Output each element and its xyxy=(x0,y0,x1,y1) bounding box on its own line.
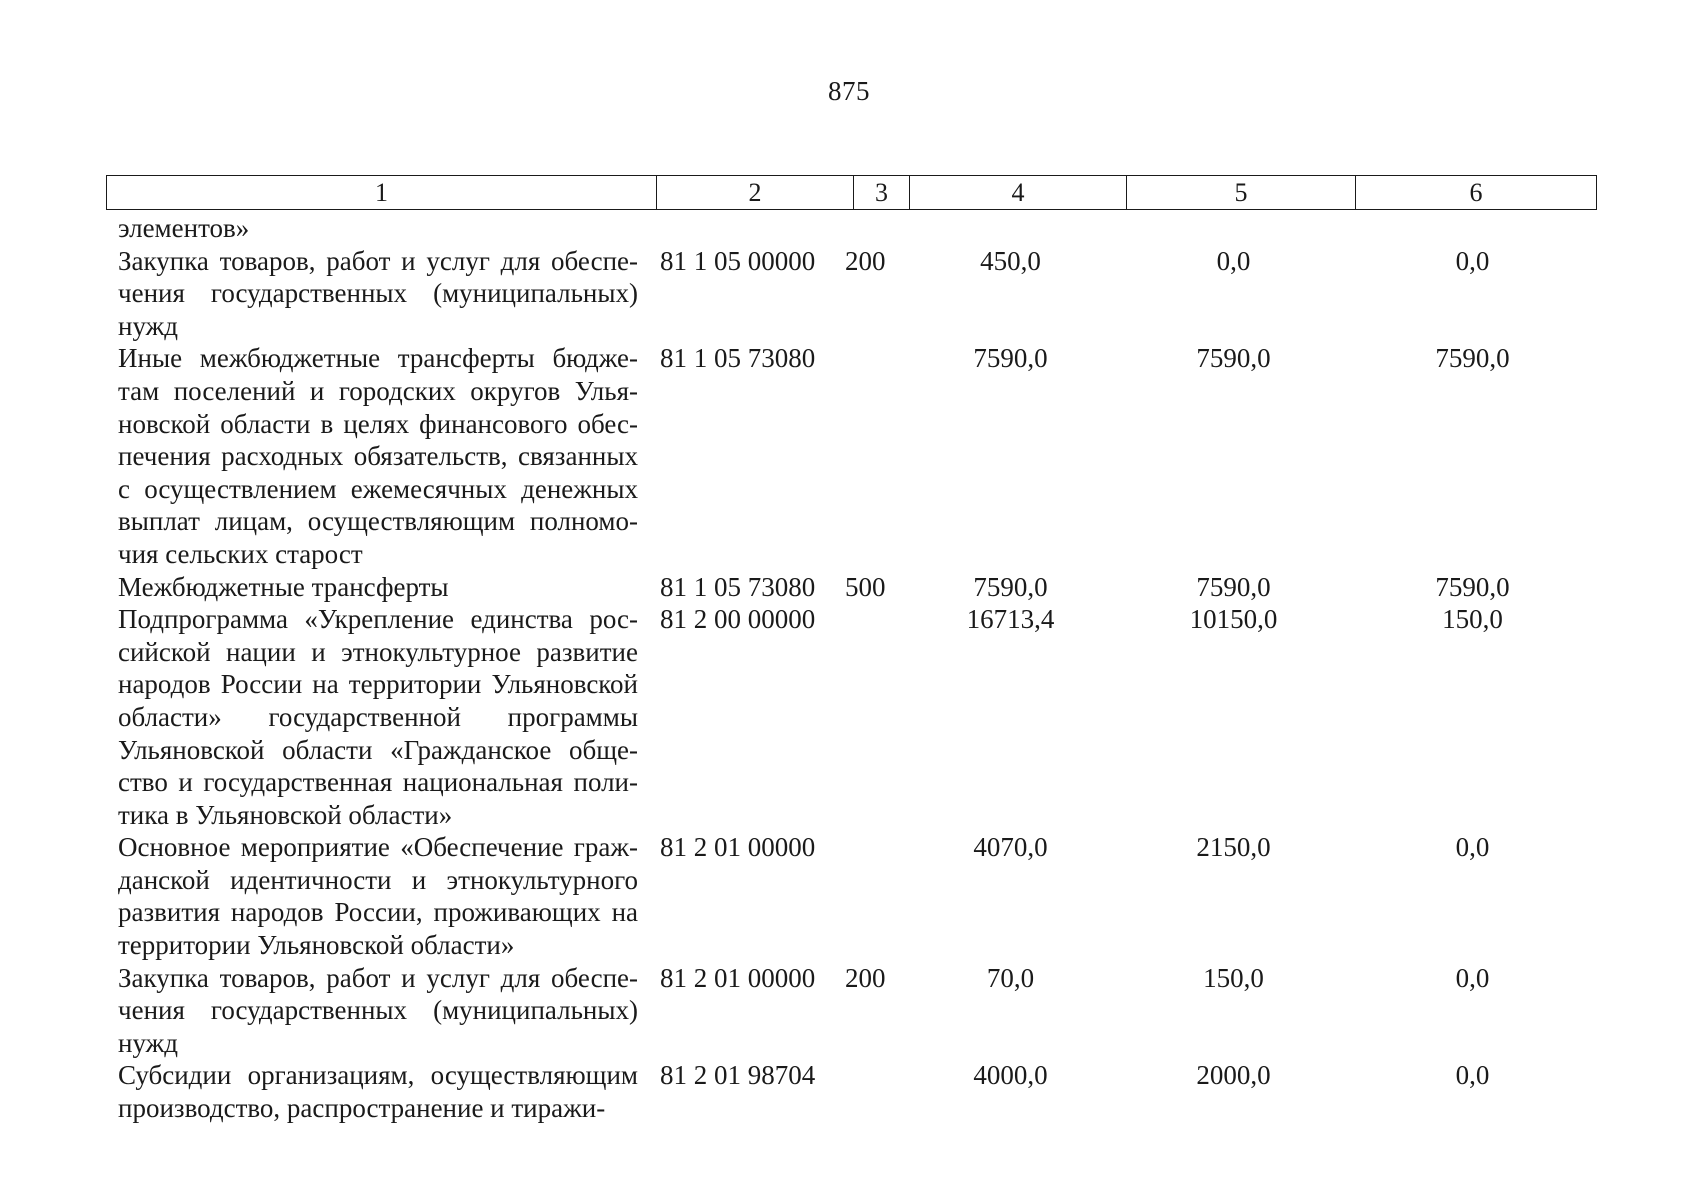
description-line: Закупка товаров, работ и услуг для обеспе- xyxy=(118,245,638,276)
description-line: Межбюджетные трансферты xyxy=(118,571,449,602)
row-code: 81 1 05 73080 xyxy=(660,343,816,374)
header-col-4: 4 xyxy=(910,176,1127,210)
table-row xyxy=(106,571,1586,604)
description-line: тика в Ульяновской области» xyxy=(118,799,453,830)
row-value-4: 4000,0 xyxy=(973,1060,1048,1091)
row-value-4: 450,0 xyxy=(980,245,1041,276)
description-line: Подпрограмма «Укрепление единства рос- xyxy=(118,604,638,635)
row-type: 200 xyxy=(845,245,886,276)
row-value-6: 0,0 xyxy=(1455,962,1490,993)
header-col-1: 1 xyxy=(107,176,657,210)
table-row xyxy=(106,962,1586,1060)
row-value-6: 7590,0 xyxy=(1435,571,1510,602)
row-description xyxy=(106,831,646,961)
row-value-4: 4070,0 xyxy=(973,832,1048,863)
table-row xyxy=(106,342,1586,570)
description-line: народов России на территории Ульяновской xyxy=(118,669,638,700)
table-header xyxy=(106,175,1597,210)
table-body xyxy=(106,212,1586,1125)
row-code: 81 2 00 00000 xyxy=(660,604,816,635)
row-code: 81 2 01 98704 xyxy=(660,1060,816,1091)
row-description xyxy=(106,245,646,343)
row-value-6: 0,0 xyxy=(1455,832,1490,863)
row-code: 81 1 05 00000 xyxy=(660,245,816,276)
description-line: нужд xyxy=(118,310,178,341)
row-value-5: 7590,0 xyxy=(1196,343,1271,374)
table-row xyxy=(106,245,1586,343)
description-line: данской идентичности и этнокультурного xyxy=(118,864,638,895)
row-value-4: 7590,0 xyxy=(973,343,1048,374)
description-line: новской области в целях финансового обес- xyxy=(118,408,638,439)
row-value-5: 2000,0 xyxy=(1196,1060,1271,1091)
row-type: 500 xyxy=(845,571,886,602)
description-line: Закупка товаров, работ и услуг для обеспе- xyxy=(118,962,638,993)
description-line: там поселений и городских округов Улья- xyxy=(118,375,638,406)
description-line: развития народов России, проживающих на xyxy=(118,897,638,928)
header-col-6: 6 xyxy=(1356,176,1597,210)
table-row xyxy=(106,1059,1586,1124)
header-col-5: 5 xyxy=(1127,176,1356,210)
description-line: сийской нации и этнокультурное развитие xyxy=(118,636,638,667)
description-line: с осуществлением ежемесячных денежных xyxy=(118,473,638,504)
description-line: нужд xyxy=(118,1027,178,1058)
row-value-6: 7590,0 xyxy=(1435,343,1510,374)
description-line: Субсидии организациям, осуществляющим xyxy=(118,1060,638,1091)
row-value-4: 16713,4 xyxy=(966,604,1055,635)
row-description xyxy=(106,603,646,831)
row-code: 81 2 01 00000 xyxy=(660,962,816,993)
description-line: Ульяновской области «Гражданское обще- xyxy=(118,734,638,765)
table-row xyxy=(106,603,1586,831)
row-type: 200 xyxy=(845,962,886,993)
description-line: производство, распространение и тиражи- xyxy=(118,1093,606,1124)
table-row xyxy=(106,831,1586,961)
description-line: чия сельских старост xyxy=(118,538,363,569)
description-line: области» государственной программы xyxy=(118,701,638,732)
row-value-5: 150,0 xyxy=(1203,962,1264,993)
row-description xyxy=(106,1059,646,1124)
description-line: выплат лицам, осуществляющим полномо- xyxy=(118,506,638,537)
row-description xyxy=(106,571,646,604)
row-description xyxy=(106,212,646,245)
table-row xyxy=(106,212,1586,245)
description-line: чения государственных (муниципальных) xyxy=(118,278,638,309)
row-value-6: 150,0 xyxy=(1442,604,1503,635)
description-line: территории Ульяновской области» xyxy=(118,930,515,961)
row-description xyxy=(106,342,646,570)
row-value-5: 2150,0 xyxy=(1196,832,1271,863)
row-value-4: 70,0 xyxy=(986,962,1035,993)
description-line: Иные межбюджетные трансферты бюдже- xyxy=(118,343,638,374)
page-number: 875 xyxy=(828,76,870,106)
description-line: элементов» xyxy=(118,213,250,243)
description-line: Основное мероприятие «Обеспечение граж- xyxy=(118,832,638,863)
row-value-6: 0,0 xyxy=(1455,245,1490,276)
row-value-5: 0,0 xyxy=(1216,245,1251,276)
row-description xyxy=(106,962,646,1060)
description-line: ство и государственная национальная поли- xyxy=(118,767,638,798)
header-col-2: 2 xyxy=(657,176,854,210)
row-value-4: 7590,0 xyxy=(973,571,1048,602)
description-line: печения расходных обязательств, связанных xyxy=(118,441,638,472)
header-col-3: 3 xyxy=(854,176,910,210)
description-line: чения государственных (муниципальных) xyxy=(118,995,638,1026)
row-value-6: 0,0 xyxy=(1455,1060,1490,1091)
row-code: 81 2 01 00000 xyxy=(660,832,816,863)
row-code: 81 1 05 73080 xyxy=(660,571,816,602)
row-value-5: 7590,0 xyxy=(1196,571,1271,602)
row-value-5: 10150,0 xyxy=(1189,604,1278,635)
